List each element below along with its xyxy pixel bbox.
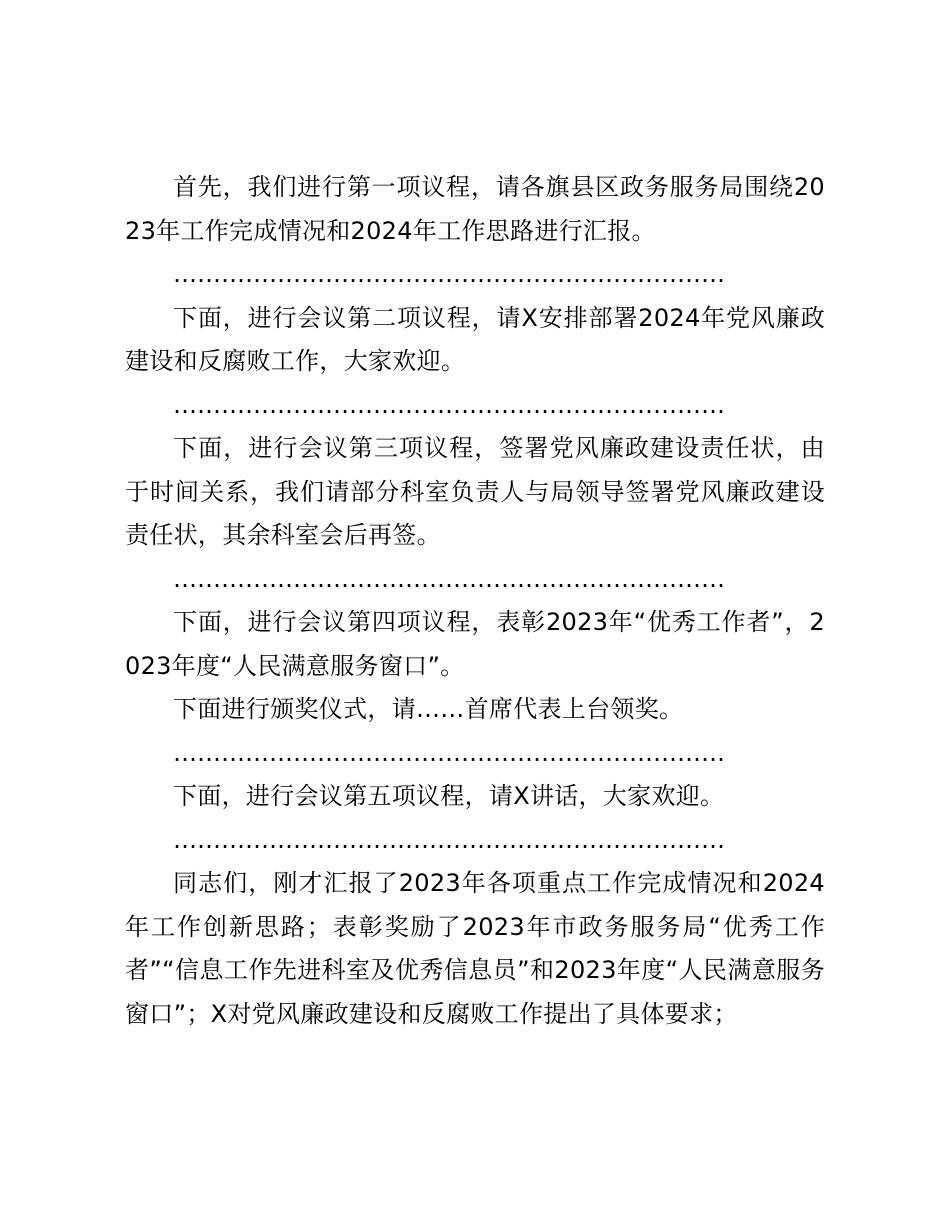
paragraph-agenda-5: 下面，进行会议第五项议程，请X讲话，大家欢迎。 (173, 782, 725, 810)
paragraph-summary: 同志们，刚才汇报了2023年各项重点工作完成情况和2024年工作创新思路；表彰奖励了2023年市政务服务局“优秀工作者”“信息工作先进科室及优秀信息员”和2023年度“人民满意服务窗口”；X对党风廉政建设和反腐败工作提出了具体要求； (125, 869, 825, 1028)
ellipsis-separator: …………………………………………………………… (173, 738, 725, 767)
ellipsis-separator: …………………………………………………………… (173, 564, 725, 593)
paragraph-award-ceremony: 下面进行颁奖仪式，请……首席代表上台领奖。 (173, 695, 684, 723)
paragraph-agenda-1: 首先，我们进行第一项议程，请各旗县区政务服务局围绕2023年工作完成情况和2024年工作思路进行汇报。 (125, 173, 825, 245)
paragraph-agenda-4: 下面，进行会议第四项议程，表彰2023年“优秀工作者”，2023年度“人民满意服务窗口”。 (125, 608, 825, 680)
document-body (125, 166, 825, 1036)
paragraph-agenda-3: 下面，进行会议第三项议程，签署党风廉政建设责任状，由于时间关系，我们请部分科室负责人与局领导签署党风廉政建设责任状，其余科室会后再签。 (125, 434, 825, 549)
ellipsis-separator: …………………………………………………………… (173, 260, 725, 288)
paragraph-agenda-2: 下面，进行会议第二项议程，请X安排部署2024年党风廉政建设和反腐败工作，大家欢迎。 (125, 303, 825, 375)
ellipsis-separator: …………………………………………………………… (173, 390, 725, 419)
ellipsis-separator: …………………………………………………………… (173, 825, 725, 854)
